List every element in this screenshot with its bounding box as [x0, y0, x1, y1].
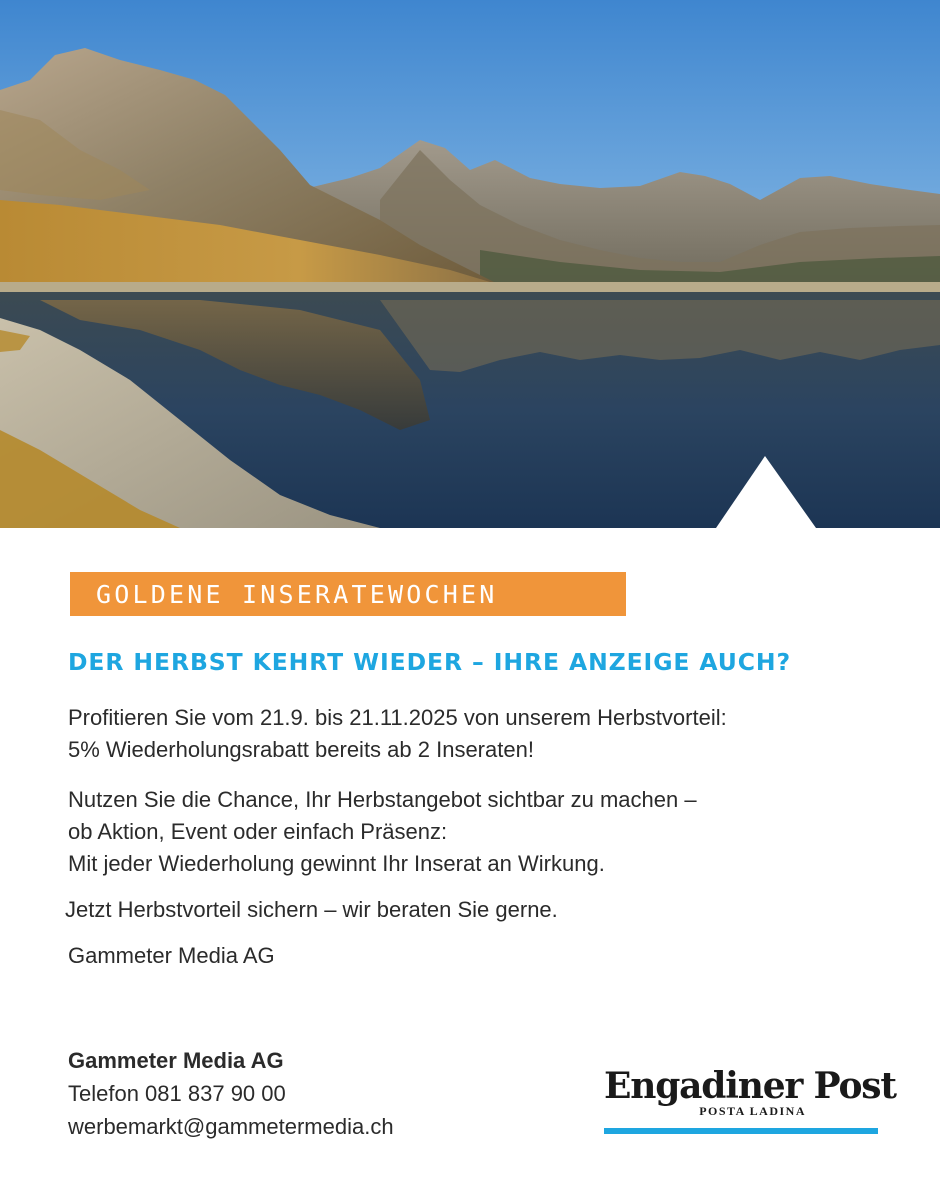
hero-image	[0, 0, 940, 528]
engadiner-post-logo	[604, 1065, 896, 1136]
offer-paragraph	[68, 702, 888, 766]
signature	[68, 940, 888, 972]
contact-company: Gammeter Media AG	[68, 1048, 284, 1073]
landscape-photo	[0, 0, 940, 528]
body-text	[65, 702, 888, 972]
chance-line-1: Nutzen Sie die Chance, Ihr Herbstangebot sichtbar zu machen –	[68, 787, 697, 812]
chance-line-2: ob Aktion, Event oder einfach Präsenz:	[68, 819, 448, 844]
promo-tag-label: GOLDENE INSERATEWOCHEN	[96, 579, 498, 609]
headline: DER HERBST KEHRT WIEDER – IHRE ANZEIGE AUCH?	[68, 648, 792, 676]
contact-email[interactable]: werbemarkt@gammetermedia.ch	[68, 1114, 394, 1139]
cta-line: Jetzt Herbstvorteil sichern – wir beraten Sie gerne.	[65, 897, 558, 922]
logo-subtitle: POSTA LADINA	[699, 1104, 806, 1118]
promo-tag	[70, 572, 626, 616]
contact-phone: Telefon 081 837 90 00	[68, 1081, 286, 1106]
chance-line-3: Mit jeder Wiederholung gewinnt Ihr Inserat an Wirkung.	[68, 851, 605, 876]
offer-line-2: 5% Wiederholungsrabatt bereits ab 2 Inseraten!	[68, 737, 534, 762]
logo-underline	[604, 1128, 878, 1134]
logo-wordmark: Engadiner Post	[604, 1065, 896, 1107]
signature-line: Gammeter Media AG	[68, 943, 275, 968]
chance-paragraph	[68, 784, 888, 880]
offer-line-1: Profitieren Sie vom 21.9. bis 21.11.2025 von unserem Herbstvorteil:	[68, 705, 727, 730]
contact-block	[68, 1044, 394, 1143]
cta-paragraph	[65, 894, 888, 926]
